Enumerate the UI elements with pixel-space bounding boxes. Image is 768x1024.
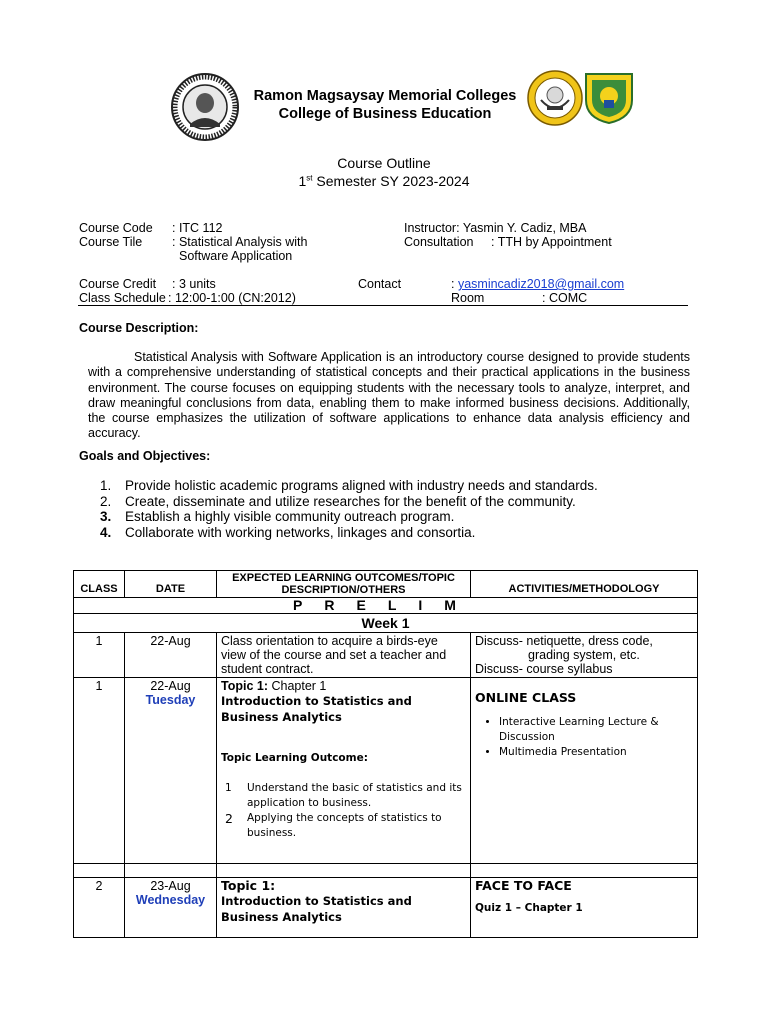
- table-row: [74, 878, 698, 938]
- row-class: 1: [74, 633, 125, 678]
- topic-title: Introduction to Statistics and Business Analytics: [221, 894, 412, 924]
- course-title-label: Course Tile: [79, 235, 143, 249]
- row-outcome: Topic 1: Chapter 1 Introduction to Statistics and Business Analytics Topic Learning Outcome: 1 Understand the basic of statistics and its application to business. 2 Applying the concepts of statistics to business.: [217, 678, 471, 864]
- course-credit-value: : 3 units: [172, 277, 216, 291]
- list-item: • Interactive Learning Lecture & Discussion: [499, 715, 693, 745]
- row-date: 23-Aug Wednesday: [125, 878, 217, 938]
- header-date: DATE: [125, 571, 217, 598]
- row-class: 1: [74, 678, 125, 864]
- goals-list: [100, 478, 700, 540]
- row-activities: Discuss- netiquette, dress code, grading system, etc. Discuss- course syllabus: [471, 633, 698, 678]
- semester-line: 1st Semester SY 2023-2024: [298, 173, 470, 189]
- header-outcomes: EXPECTED LEARNING OUTCOMES/TOPIC DESCRIPTION/OTHERS: [217, 571, 471, 598]
- course-outline-table: [73, 570, 698, 938]
- class-mode: FACE TO FACE: [475, 878, 572, 893]
- department-name: College of Business Education: [278, 106, 492, 122]
- activity-quiz: Quiz 1 – Chapter 1: [475, 902, 583, 914]
- shield-crest-logo: [584, 70, 634, 124]
- row-date: 22-Aug Tuesday: [125, 678, 217, 864]
- course-title-value: : Statistical Analysis with: [172, 235, 308, 249]
- row-outcome: Class orientation to acquire a birds-eye view of the course and set a teacher and student contract.: [217, 633, 471, 678]
- row-activities: [471, 878, 698, 938]
- header-divider: [78, 305, 688, 306]
- goals-heading: Goals and Objectives:: [79, 449, 211, 463]
- course-code-value: : ITC 112: [172, 221, 223, 235]
- day-label: Wednesday: [135, 893, 206, 907]
- list-item: 2 Applying the concepts of statistics to business.: [225, 811, 442, 839]
- row-activities: [471, 678, 698, 864]
- header-activities: ACTIVITIES/METHODOLOGY: [471, 571, 698, 598]
- week-label: Week 1: [74, 614, 698, 633]
- course-description-text: Statistical Analysis with Software Application is an introductory course designed to provide students with a comprehensive understanding of statistical concepts and their practical applications in the business environment. The course focuses on equipping students with the necessary tools to analyze, interpret, and draw meaningful conclusions from data, enabling them to make informed business decisions. Additionally, the course emphasizes the utilization of software applications to enhance data analysis efficiency and accuracy.: [88, 350, 690, 441]
- day-label: Tuesday: [145, 693, 196, 707]
- course-code-label: Course Code: [79, 221, 153, 235]
- college-name: Ramon Magsaysay Memorial Colleges: [253, 88, 517, 104]
- row-class: 2: [74, 878, 125, 938]
- row-date: 22-Aug: [125, 633, 217, 678]
- class-schedule-value: : 12:00-1:00 (CN:2012): [168, 291, 296, 305]
- list-item: 2. Create, disseminate and utilize researches for the benefit of the community.: [100, 493, 576, 509]
- list-item: 1. Provide holistic academic programs aligned with industry needs and standards.: [100, 478, 598, 493]
- contact-label: Contact: [358, 277, 402, 291]
- list-item: 4. Collaborate with working networks, linkages and consortia.: [100, 524, 476, 540]
- contact-email-link[interactable]: yasmincadiz2018@gmail.com: [457, 277, 625, 291]
- course-title-value-cont: Software Application: [179, 249, 293, 263]
- college-header: [230, 87, 540, 123]
- list-item: 1 Understand the basic of statistics and its application to business.: [225, 782, 462, 809]
- contact-value: : yasmincadiz2018@gmail.com: [451, 277, 625, 291]
- class-mode: ONLINE CLASS: [475, 690, 577, 705]
- header-class: CLASS: [74, 571, 125, 598]
- list-item: • Multimedia Presentation: [499, 745, 693, 760]
- course-description-heading: Course Description:: [79, 321, 199, 335]
- tlo-heading: Topic Learning Outcome:: [221, 752, 368, 764]
- table-row: [74, 633, 698, 678]
- consultation-value: : TTH by Appointment: [491, 235, 612, 249]
- table-row: [74, 678, 698, 864]
- course-credit-label: Course Credit: [79, 277, 157, 291]
- term-label: PRELIM: [74, 598, 698, 614]
- course-description: [88, 350, 690, 442]
- topic-title: Introduction to Statistics and Business Analytics: [221, 694, 412, 724]
- term-row: [74, 598, 698, 614]
- instructor: Instructor: Yasmin Y. Cadiz, MBA: [404, 221, 587, 235]
- class-schedule-label: Class Schedule: [79, 291, 166, 305]
- spacer-row: [74, 864, 698, 878]
- week-row: [74, 614, 698, 633]
- consultation-label: Consultation: [404, 235, 474, 249]
- list-item: 3. Establish a highly visible community outreach program.: [100, 509, 455, 524]
- row-outcome: Topic 1: Introduction to Statistics and Business Analytics: [217, 878, 471, 938]
- document-title: Course Outline: [337, 155, 431, 171]
- room-label: Room: [451, 291, 485, 305]
- table-header-row: [74, 571, 698, 598]
- room-value: : COMC: [542, 291, 588, 305]
